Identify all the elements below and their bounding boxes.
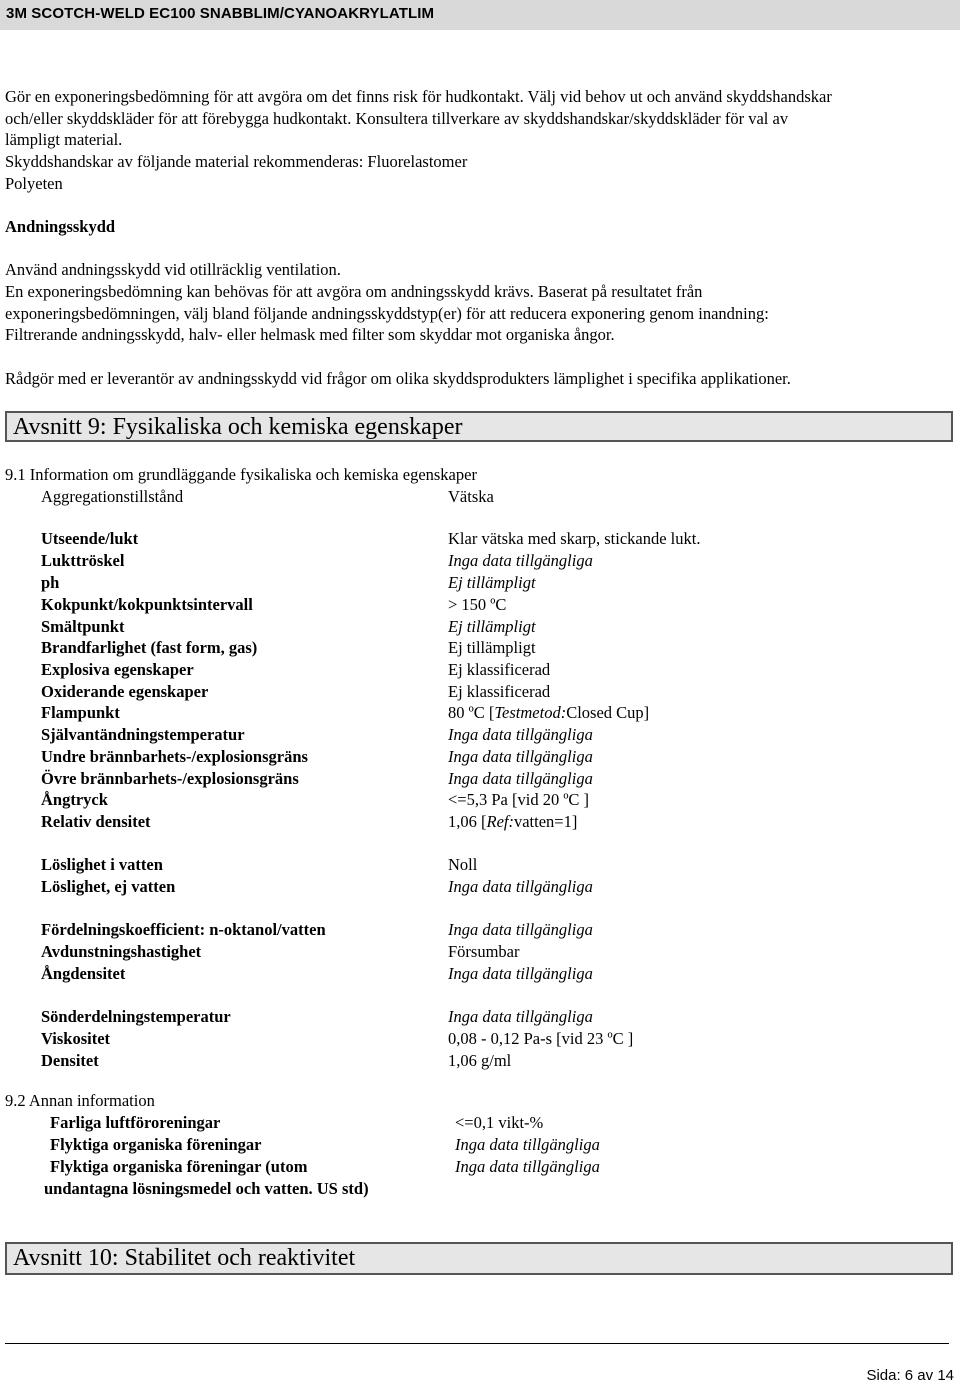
property-row (0, 702, 960, 724)
property-value-part: Closed Cup] (566, 703, 650, 722)
property-label: Explosiva egenskaper (41, 660, 194, 679)
skin-paragraph-line: lämpligt material. (5, 130, 123, 149)
property-label: Fördelningskoefficient: n-oktanol/vatten (41, 920, 326, 939)
property-row (0, 1050, 960, 1072)
property-row (0, 941, 960, 963)
property-value-part: vatten=1] (513, 812, 578, 831)
property-value: <=5,3 Pa [vid 20 ºC ] (448, 790, 590, 809)
respiratory-heading: Andningsskydd (5, 217, 116, 236)
property-value: Ej tillämpligt (448, 573, 536, 592)
document-header (0, 0, 960, 30)
property-value: Vätska (448, 487, 494, 506)
other-info-value: Inga data tillgängliga (455, 1135, 600, 1154)
glove-material-line: Polyeten (5, 174, 63, 193)
other-info-value: Inga data tillgängliga (455, 1157, 600, 1176)
property-value-italic: Testmetod: (494, 703, 567, 722)
other-info-value: <=0,1 vikt-% (455, 1113, 544, 1132)
property-row (0, 811, 960, 833)
other-info-label: Flyktiga organiska föreningar (50, 1135, 262, 1154)
section-10-header (5, 1242, 953, 1275)
property-row (0, 594, 960, 616)
property-label: Brandfarlighet (fast form, gas) (41, 638, 258, 657)
property-value: Inga data tillgängliga (448, 964, 593, 983)
section-9-header (5, 411, 953, 442)
property-row (0, 768, 960, 790)
property-label: Övre brännbarhets-/explosionsgräns (41, 769, 299, 788)
other-info-row (0, 1178, 960, 1200)
property-label: ph (41, 573, 60, 592)
property-row (0, 681, 960, 703)
subsection-9-1-title: 9.1 Information om grundläggande fysikaliska och kemiska egenskaper (5, 465, 477, 484)
skin-paragraph-line: och/eller skyddskläder för att förebygga hudkontakt. Konsultera tillverkare av skyddshandskar/skyddskläder för val av (5, 109, 789, 128)
property-label: Avdunstningshastighet (41, 942, 202, 961)
property-label: Utseende/lukt (41, 529, 139, 548)
other-info-label: Farliga luftföroreningar (50, 1113, 221, 1132)
property-label: Aggregationstillstånd (41, 487, 184, 506)
property-label: Kokpunkt/kokpunktsintervall (41, 595, 253, 614)
footer-divider (5, 1343, 949, 1344)
property-label: Lukttröskel (41, 551, 125, 570)
property-row (0, 963, 960, 985)
property-row (0, 659, 960, 681)
respiratory-line: Rådgör med er leverantör av andningsskydd vid frågor om olika skyddsprodukters lämplighet i specifika applikationer. (5, 369, 791, 388)
property-value-part: 80 ºC [ (448, 703, 495, 722)
property-value: Inga data tillgängliga (448, 747, 593, 766)
respiratory-line: En exponeringsbedömning kan behövas för att avgöra om andningsskydd krävs. Baserat på resultatet från (5, 282, 703, 301)
property-value: Ej tillämpligt (448, 638, 536, 657)
respiratory-line: Filtrerande andningsskydd, halv- eller helmask med filter som skyddar mot organiska ångor. (5, 325, 615, 344)
property-row (0, 746, 960, 768)
other-info-row (0, 1112, 960, 1134)
property-value: Inga data tillgängliga (448, 877, 593, 896)
property-row (0, 724, 960, 746)
property-value: Noll (448, 855, 478, 874)
property-row (0, 854, 960, 876)
property-row (0, 637, 960, 659)
property-row (0, 789, 960, 811)
property-value-part: 1,06 [ (448, 812, 487, 831)
property-value: Inga data tillgängliga (448, 920, 593, 939)
skin-paragraph-line: Gör en exponeringsbedömning för att avgöra om det finns risk för hudkontakt. Välj vid behov ut och använd skyddshandskar (5, 87, 832, 106)
property-label: Självantändningstemperatur (41, 725, 245, 744)
property-value: Klar vätska med skarp, stickande lukt. (448, 529, 701, 548)
property-row (0, 616, 960, 638)
property-value: Inga data tillgängliga (448, 725, 593, 744)
property-value: Ej klassificerad (448, 682, 551, 701)
subsection-9-2-title: 9.2 Annan information (5, 1091, 155, 1110)
other-info-row (0, 1156, 960, 1178)
property-row (0, 528, 960, 550)
property-row (0, 876, 960, 898)
property-label: Flampunkt (41, 703, 120, 722)
property-value: 0,08 - 0,12 Pa-s [vid 23 ºC ] (448, 1029, 634, 1048)
property-row (0, 486, 960, 508)
respiratory-line: Använd andningsskydd vid otillräcklig ventilation. (5, 260, 341, 279)
property-label: Densitet (41, 1051, 99, 1070)
property-value: Inga data tillgängliga (448, 769, 593, 788)
document-title: 3M SCOTCH-WELD EC100 SNABBLIM/CYANOAKRYLATLIM (6, 5, 435, 22)
property-value-italic: Ref: (486, 812, 514, 831)
property-value: 1,06 g/ml (448, 1051, 512, 1070)
other-info-label-cont: undantagna lösningsmedel och vatten. US std) (44, 1179, 369, 1198)
property-value: Inga data tillgängliga (448, 551, 593, 570)
property-label: Viskositet (41, 1029, 111, 1048)
property-value: Ej klassificerad (448, 660, 551, 679)
glove-material-line: Skyddshandskar av följande material rekommenderas: Fluorelastomer (5, 152, 468, 171)
property-label: Relativ densitet (41, 812, 151, 831)
property-value (448, 702, 649, 724)
property-row (0, 1006, 960, 1028)
property-label: Ångdensitet (41, 964, 126, 983)
property-row (0, 550, 960, 572)
section-10-title: Avsnitt 10: Stabilitet och reaktivitet (13, 1245, 356, 1271)
property-row (0, 1028, 960, 1050)
property-label: Ångtryck (41, 790, 108, 809)
property-label: Smältpunkt (41, 617, 125, 636)
respiratory-line: exponeringsbedömningen, välj bland följande andningsskyddstyp(er) för att reducera exponering genom inandning: (5, 304, 769, 323)
property-label: Undre brännbarhets-/explosionsgräns (41, 747, 308, 766)
property-label: Sönderdelningstemperatur (41, 1007, 231, 1026)
property-label: Löslighet i vatten (41, 855, 163, 874)
property-value (448, 811, 577, 833)
property-value: Inga data tillgängliga (448, 1007, 593, 1026)
other-info-label: Flyktiga organiska föreningar (utom (50, 1157, 308, 1176)
property-row (0, 919, 960, 941)
property-value: Ej tillämpligt (448, 617, 536, 636)
property-row (0, 572, 960, 594)
property-label: Oxiderande egenskaper (41, 682, 209, 701)
other-info-row (0, 1134, 960, 1156)
page-number: Sida: 6 av 14 (866, 1367, 954, 1384)
section-9-title: Avsnitt 9: Fysikaliska och kemiska egenskaper (13, 414, 463, 440)
property-label: Löslighet, ej vatten (41, 877, 176, 896)
property-value: > 150 ºC (448, 595, 507, 614)
property-value: Försumbar (448, 942, 520, 961)
